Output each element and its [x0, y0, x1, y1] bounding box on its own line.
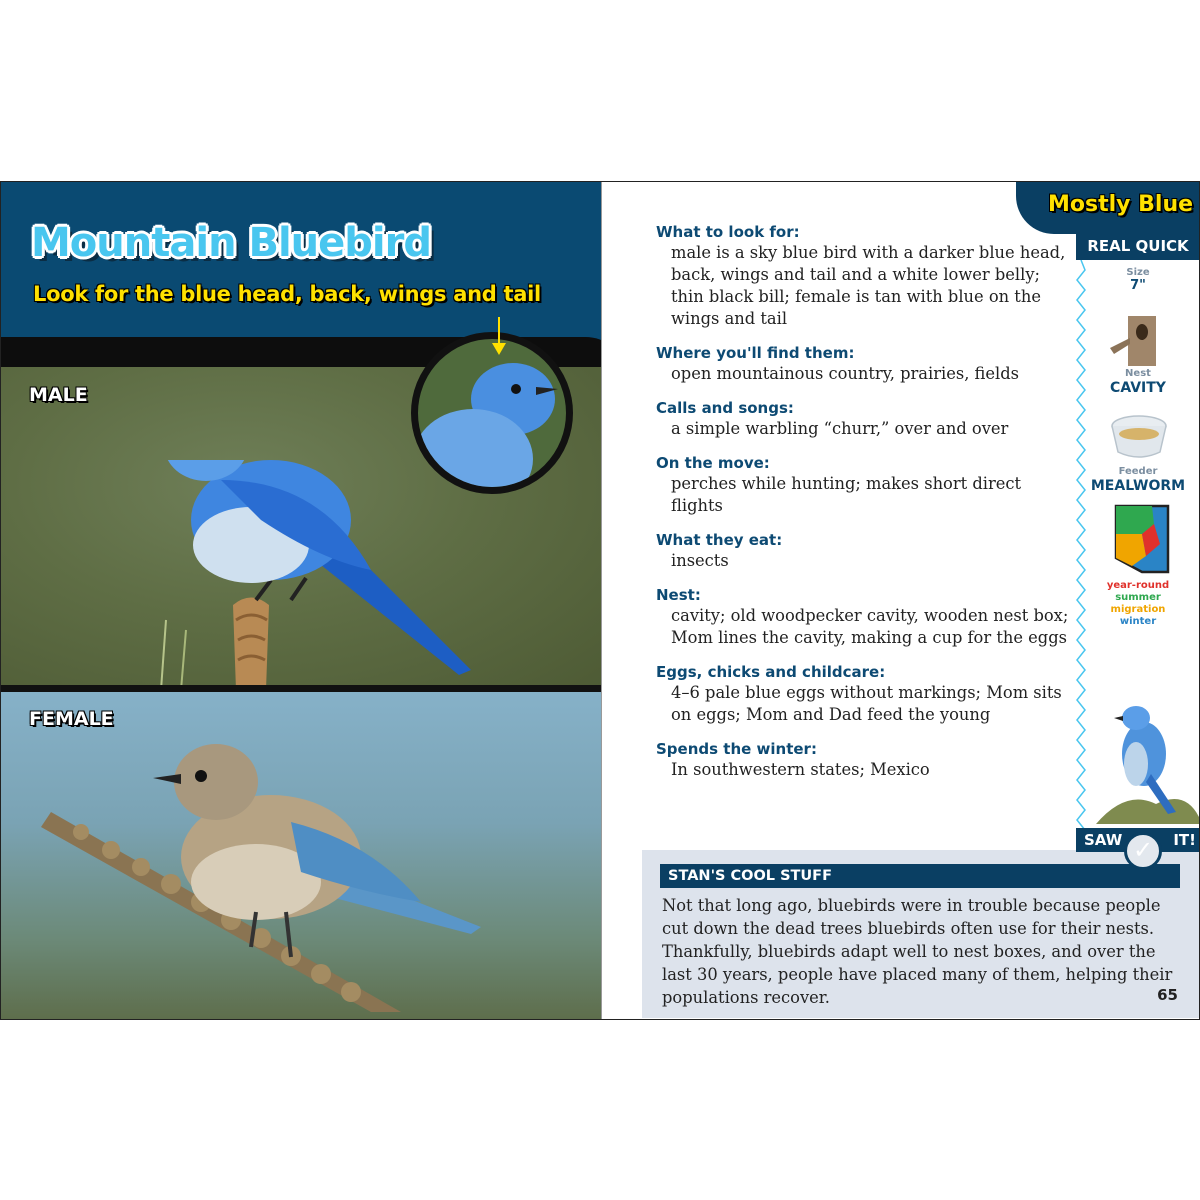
- info-look-for: [656, 222, 1076, 330]
- right-page: [601, 182, 1199, 1019]
- cool-stuff-header: STAN'S COOL STUFF: [660, 864, 1180, 888]
- size-value: 7": [1130, 278, 1146, 293]
- category-tab-label: Mostly Blue: [1048, 192, 1194, 217]
- female-bird-illustration: [41, 712, 501, 1012]
- it-label: IT!: [1173, 831, 1196, 849]
- nest-cavity-icon: [1106, 314, 1166, 366]
- info-eggs: [656, 662, 1076, 726]
- info-text: open mountainous country, prairies, fields: [671, 364, 1020, 383]
- info-label: Where you'll find them:: [656, 344, 855, 362]
- range-map-icon: [1112, 504, 1172, 574]
- saw-it-bar: [1076, 828, 1200, 864]
- book-spread: [0, 181, 1200, 1020]
- info-label: What they eat:: [656, 531, 783, 549]
- info-calls: [656, 398, 1076, 440]
- info-text: 4–6 pale blue eggs without markings; Mom sits on eggs; Mom and Dad feed the young: [671, 683, 1062, 724]
- zigzag-border: [1076, 260, 1086, 880]
- info-list: [656, 222, 1076, 794]
- page-number: 65: [1157, 986, 1178, 1004]
- bird-thumbnail: [1096, 694, 1200, 824]
- female-label: FEMALE: [29, 708, 114, 730]
- cool-stuff-text: Not that long ago, bluebirds were in trouble because people cut down the dead trees bluebirds often use for their nests. Thankfully, bluebirds adapt well to nest boxes, and over the last 30 years, people have placed many of them, helping their populations recover.: [662, 896, 1173, 1007]
- info-winter: [656, 739, 1076, 781]
- feeder-label: Feeder: [1118, 466, 1158, 477]
- left-page: [1, 182, 601, 1019]
- legend-year-round: year-round: [1106, 580, 1170, 591]
- info-label: Spends the winter:: [656, 740, 817, 758]
- info-text: male is a sky blue bird with a darker blue head, back, wings and tail and a white lower belly; thin black bill; female is tan with blue on the wings and tail: [671, 243, 1066, 328]
- feeder-value: MEALWORM: [1090, 478, 1186, 494]
- info-label: What to look for:: [656, 223, 800, 241]
- info-eat: [656, 530, 1076, 572]
- cool-stuff-box: [642, 850, 1200, 1018]
- feeder-dish-icon: [1110, 412, 1168, 462]
- saw-it-checkbox[interactable]: ✓: [1124, 832, 1162, 870]
- male-bird-illustration: [141, 460, 521, 690]
- size-label: Size: [1126, 267, 1150, 278]
- page-title: Mountain Bluebird: [31, 220, 431, 266]
- category-tab: [1016, 181, 1200, 234]
- real-quick-sidebar: [1076, 232, 1200, 832]
- pointer-arrow-icon: [489, 317, 509, 357]
- saw-label: SAW: [1084, 831, 1123, 849]
- nest-label: Nest: [1125, 368, 1151, 379]
- legend-migration: migration: [1110, 604, 1166, 615]
- page-subtitle: Look for the blue head, back, wings and tail: [33, 282, 541, 306]
- info-text: perches while hunting; makes short direct flights: [671, 474, 1022, 515]
- info-where: [656, 343, 1076, 385]
- male-label: MALE: [29, 384, 88, 406]
- zoom-bird-head: [418, 339, 568, 489]
- info-label: Eggs, chicks and childcare:: [656, 663, 886, 681]
- info-move: [656, 453, 1076, 517]
- legend-summer: summer: [1115, 592, 1161, 603]
- info-nest: [656, 585, 1076, 649]
- info-text: cavity; old woodpecker cavity, wooden nest box; Mom lines the cavity, making a cup for the eggs: [671, 606, 1069, 647]
- female-photo: [1, 692, 601, 1019]
- info-label: On the move:: [656, 454, 770, 472]
- info-label: Calls and songs:: [656, 399, 794, 417]
- info-label: Nest:: [656, 586, 701, 604]
- info-text: a simple warbling “churr,” over and over: [671, 419, 1009, 438]
- info-text: In southwestern states; Mexico: [671, 760, 930, 779]
- nest-value: CAVITY: [1110, 380, 1166, 396]
- real-quick-header: REAL QUICK: [1076, 232, 1200, 260]
- legend-winter: winter: [1119, 616, 1157, 627]
- info-text: insects: [671, 551, 729, 570]
